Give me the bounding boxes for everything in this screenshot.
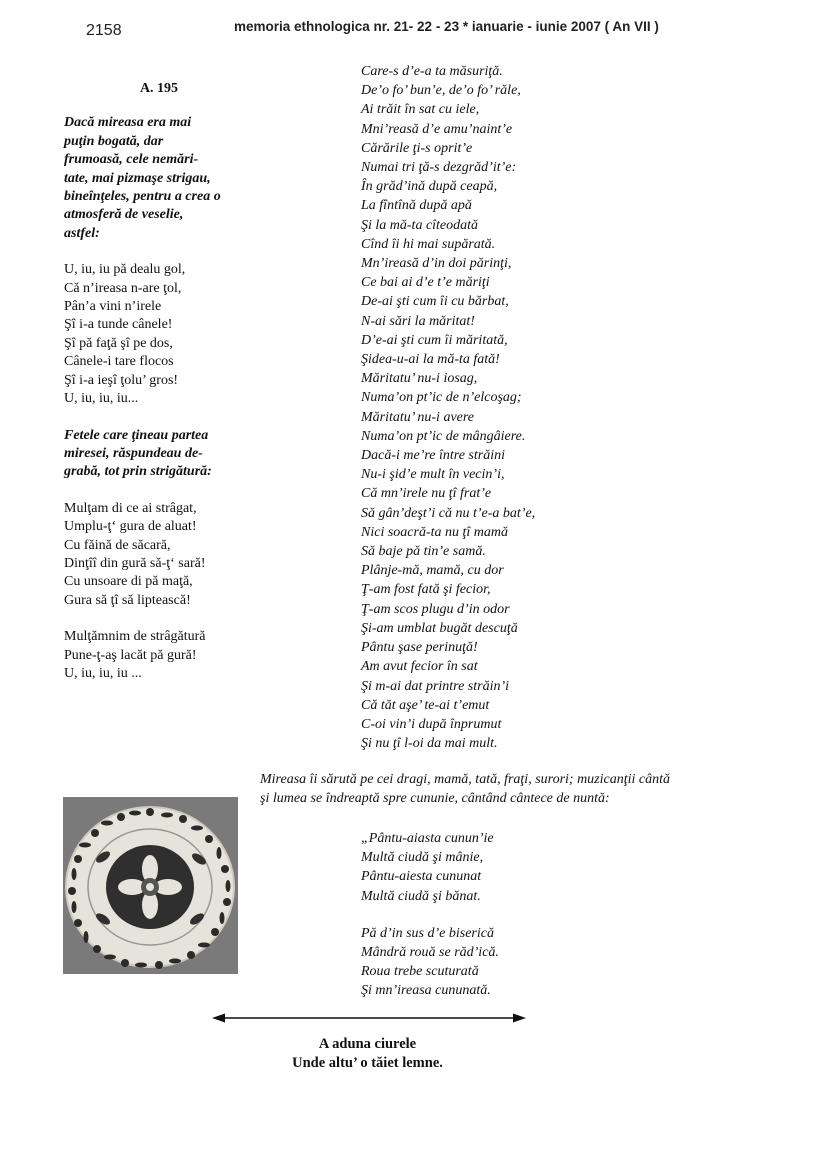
verse-line: Am avut fecior în sat: [361, 659, 478, 675]
verse-line: Mulţam di ce ai strâgat,: [64, 500, 197, 516]
song-line: Pă d’in sus d’e biserică: [361, 925, 494, 941]
verse-line: Umplu-ţ‘ gura de aluat!: [64, 519, 197, 535]
narrative-line: şi lumea se îndreaptă spre cununie, cântând cântece de nuntă:: [260, 791, 610, 806]
verse-line: Şî pă faţă şî pe dos,: [64, 335, 173, 351]
verse-line: Cu unsoare di pă maţă,: [64, 574, 193, 590]
intro-line: grabă, tot prin strigătură:: [64, 464, 212, 480]
verse-line: U, iu, iu, iu...: [64, 391, 139, 407]
verse-line: Cînd îi hi mai supărată.: [361, 236, 496, 252]
verse-line: Măritatu’ nu-i iosag,: [361, 371, 478, 387]
double-arrow-divider: [212, 1010, 526, 1031]
verse-line: Numa’on pt’ic de n’elcoşag;: [361, 390, 522, 406]
song-line: Multă ciudă şi bănat.: [361, 888, 481, 904]
verse-line: Că n’ireasa n-are ţol,: [64, 280, 182, 296]
wedding-song: [361, 829, 661, 1019]
intro-line: atmosferă de veselie,: [64, 207, 184, 223]
intro-paragraph-2: [64, 427, 254, 482]
verse-line: De-ai şti cum îi cu bărbat,: [361, 294, 509, 310]
image-caption: [260, 1035, 475, 1073]
verse-line: U, iu, iu, iu ...: [64, 665, 142, 681]
song-line: „Pântu-aiasta cunun’ie: [361, 831, 494, 846]
verse-line: Şi nu ţî l-oi da mai mult.: [361, 736, 498, 752]
song-stanza-2: [361, 924, 661, 1001]
song-line: Roua trebe scuturată: [361, 964, 479, 980]
verse-line: Cu făină de săcară,: [64, 537, 171, 553]
verse-line: Nu-i şid’e mult în vecin’i,: [361, 467, 505, 483]
verse-line: La fîntînă după apă: [361, 198, 472, 214]
verse-line: Gura să ţî să liptească!: [64, 592, 191, 608]
intro-line: puţin bogată, dar: [64, 133, 164, 149]
page-number: 2158: [86, 22, 122, 39]
verse-stanza-1: [64, 261, 254, 408]
verse-line: Ţ-am scos plugu d’in odor: [361, 601, 510, 617]
verse-line: Şi m-ai dat printre străin’i: [361, 678, 510, 694]
verse-line: Ai trăit în sat cu iele,: [361, 102, 480, 118]
verse-line: Cărările ţi-s oprit’e: [361, 140, 473, 156]
double-arrow-icon: [212, 1010, 526, 1026]
journal-header: memoria ethnologica nr. 21- 22 - 23 * ianuarie - iunie 2007 ( An VII ): [234, 19, 659, 34]
painted-plate-photo: [63, 797, 238, 974]
verse-line: Dinţîî din gură să-ţ‘ sară!: [64, 555, 206, 571]
verse-line: Să baje pă tin’e samă.: [361, 544, 486, 560]
section-title: A. 195: [139, 81, 179, 96]
verse-line: U, iu, iu pă dealu gol,: [64, 262, 186, 278]
intro-line: astfel:: [64, 225, 100, 241]
caption-line-2: Unde altu’ o tăiet lemne.: [292, 1055, 443, 1071]
plate-illustration: [63, 797, 238, 974]
verse-line: Ce bai ai d’e t’e măriţi: [361, 275, 490, 291]
verse-stanza-2: [64, 500, 254, 610]
verse-line: Şi la mă-ta cîteodată: [361, 217, 479, 233]
verse-line: N-ai sări la măritat!: [361, 313, 475, 329]
verse-line: C-oi vin’i după înprumut: [361, 716, 502, 732]
verse-line: În grăd’ină după ceapă,: [361, 179, 498, 195]
verse-line: Şî i-a tunde cânele!: [64, 317, 173, 333]
verse-line: Mulţămnim de strâgătură: [64, 629, 206, 645]
verse-line: Şî i-a ieşî ţolu’ gros!: [64, 372, 179, 388]
narrative-line: Mireasa îi sărută pe cei dragi, mamă, tată, fraţi, surori; muzicanţii cântă: [260, 772, 671, 787]
song-line: Multă ciudă şi mânie,: [361, 850, 484, 866]
verse-line: Plânje-mă, mamă, cu dor: [361, 563, 504, 579]
verse-line: Dacă-i me’re între străini: [361, 448, 505, 464]
intro-line: tate, mai pizmaşe strigau,: [64, 170, 211, 186]
verse-line: Să gân’deşt’i că nu t’e-a bat’e,: [361, 505, 536, 521]
verse-line: Şidea-u-ai la mă-ta fată!: [361, 352, 500, 368]
verse-stanza-3: [64, 628, 254, 683]
verse-line: Numai tri ţă-s dezgrăd’it’e:: [361, 160, 517, 176]
verse-line: Mn’ireasă d’in doi părinţi,: [361, 256, 512, 272]
verse-line: Ţ-am fost fată şi fecior,: [361, 582, 491, 598]
song-line: Şi mn’ireasa cununată.: [361, 983, 491, 999]
intro-paragraph: [64, 114, 254, 243]
verse-line: Pune-ţ-aş lacăt pă gură!: [64, 647, 197, 663]
verse-line: D’e-ai şti cum îi măritată,: [361, 332, 508, 348]
verse-line: Şi-am umblat bugăt descuţă: [361, 620, 518, 636]
intro-line: miresei, răspundeau de-: [64, 445, 203, 461]
narrative-paragraph: [260, 770, 730, 808]
verse-line: Măritatu’ nu-i avere: [361, 409, 475, 425]
intro-line: bineînţeles, pentru a crea o: [64, 189, 221, 205]
verse-line: Pân’a vini n’irele: [64, 299, 162, 315]
left-column: [64, 80, 254, 701]
verse-line: Care-s d’e-a ta măsuriţă.: [361, 64, 503, 79]
caption-line-1: A aduna ciurele: [318, 1036, 417, 1052]
verse-line: Pântu şase perinuţă!: [361, 640, 478, 656]
verse-line: Nici soacră-ta nu ţî mamă: [361, 524, 508, 540]
verse-line: Că mn’irele nu ţî frat’e: [361, 486, 492, 502]
right-column-verse: [361, 62, 661, 753]
song-stanza-1: [361, 829, 661, 906]
intro-line: frumoasă, cele nemări-: [64, 152, 199, 168]
verse-line: Cânele-i tare flocos: [64, 354, 174, 370]
song-line: Mândră rouă se răd’ică.: [361, 945, 499, 961]
verse-line: Că tăt aşe’ te-ai t’emut: [361, 697, 490, 713]
verse-line: De’o fo’ bun’e, de’o fo’ răle,: [361, 83, 521, 99]
verse-line: Numa’on pt’ic de mângâiere.: [361, 428, 526, 444]
verse-line: Mni’reasă d’e amu’naint’e: [361, 121, 513, 137]
intro-line: Dacă mireasa era mai: [64, 115, 192, 131]
intro-line: Fetele care ţineau partea: [64, 427, 209, 443]
song-line: Pântu-aiesta cununat: [361, 869, 482, 885]
